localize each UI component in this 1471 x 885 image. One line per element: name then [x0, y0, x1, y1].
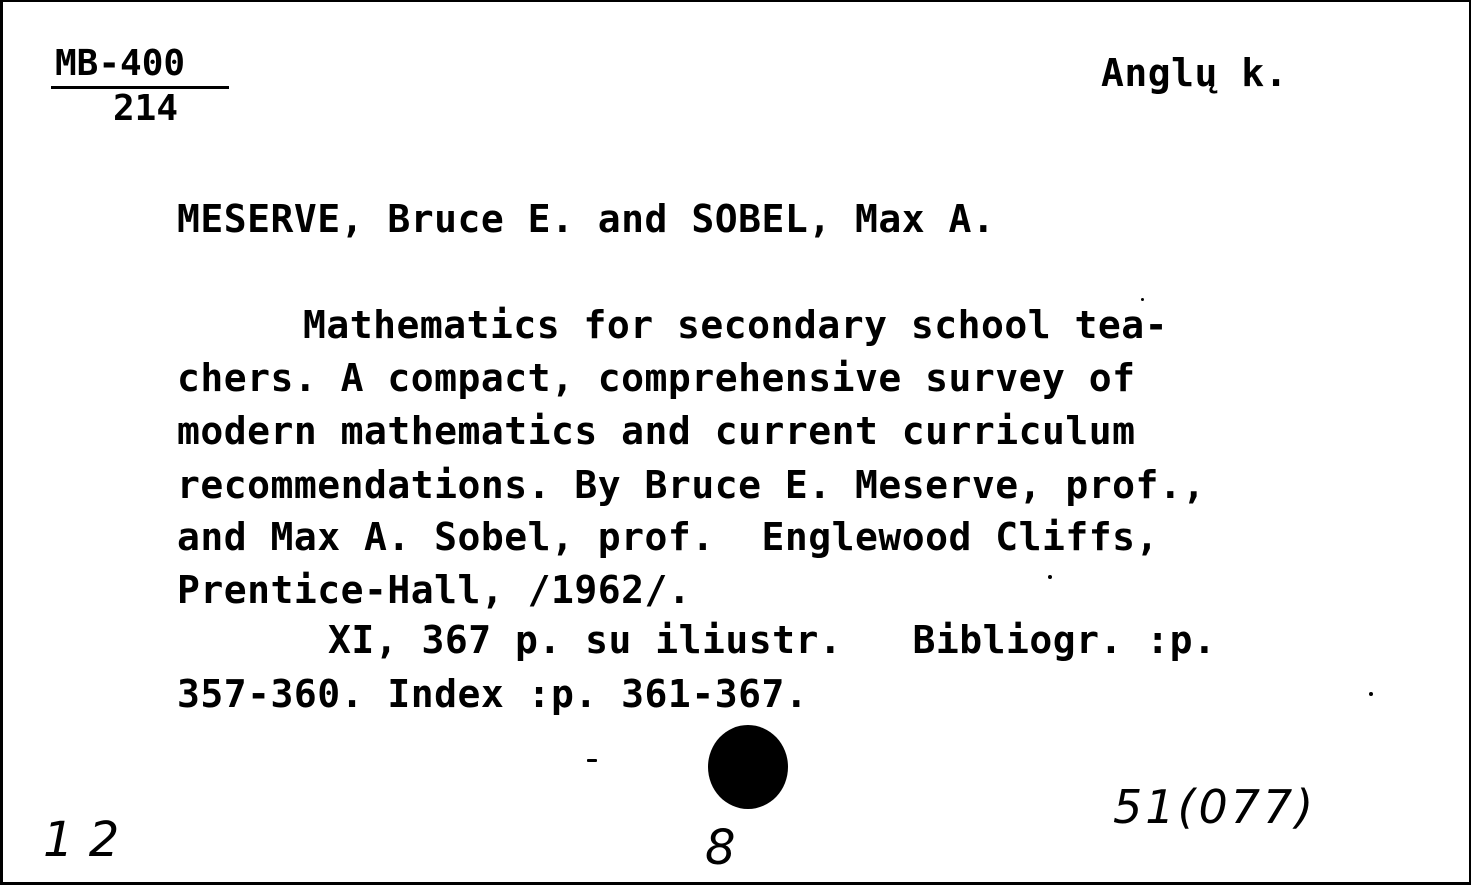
call-number-bottom: 214 — [113, 88, 179, 129]
call-number — [51, 44, 229, 129]
authors-heading: MESERVE, Bruce E. and SOBEL, Max A. — [177, 197, 996, 241]
ink-speck — [587, 759, 597, 762]
ink-speck — [1369, 692, 1373, 696]
ink-speck — [1141, 298, 1144, 301]
call-number-top: MB-400 — [51, 44, 229, 89]
description-line: recommendations. By Bruce E. Meserve, prof., — [177, 463, 1206, 507]
punch-hole — [708, 725, 788, 809]
handwritten-classification: 51(077) — [1113, 780, 1317, 834]
description-line: and Max A. Sobel, prof. Englewood Cliffs, — [177, 515, 1159, 559]
description-line: XI, 367 p. su iliustr. Bibliogr. :p. — [328, 618, 1217, 662]
description-line: Mathematics for secondary school tea- — [303, 303, 1168, 347]
description-line: chers. A compact, comprehensive survey of — [177, 356, 1136, 400]
description-line: 357-360. Index :p. 361-367. — [177, 672, 809, 716]
handwritten-note-left: 1 2 — [43, 812, 120, 868]
language-note: Anglų k. — [1101, 51, 1289, 95]
ink-speck — [1048, 575, 1052, 579]
description-line: Prentice-Hall, /1962/. — [177, 568, 692, 612]
handwritten-note-center: 8 — [705, 820, 736, 876]
description-line: modern mathematics and current curriculum — [177, 409, 1136, 453]
